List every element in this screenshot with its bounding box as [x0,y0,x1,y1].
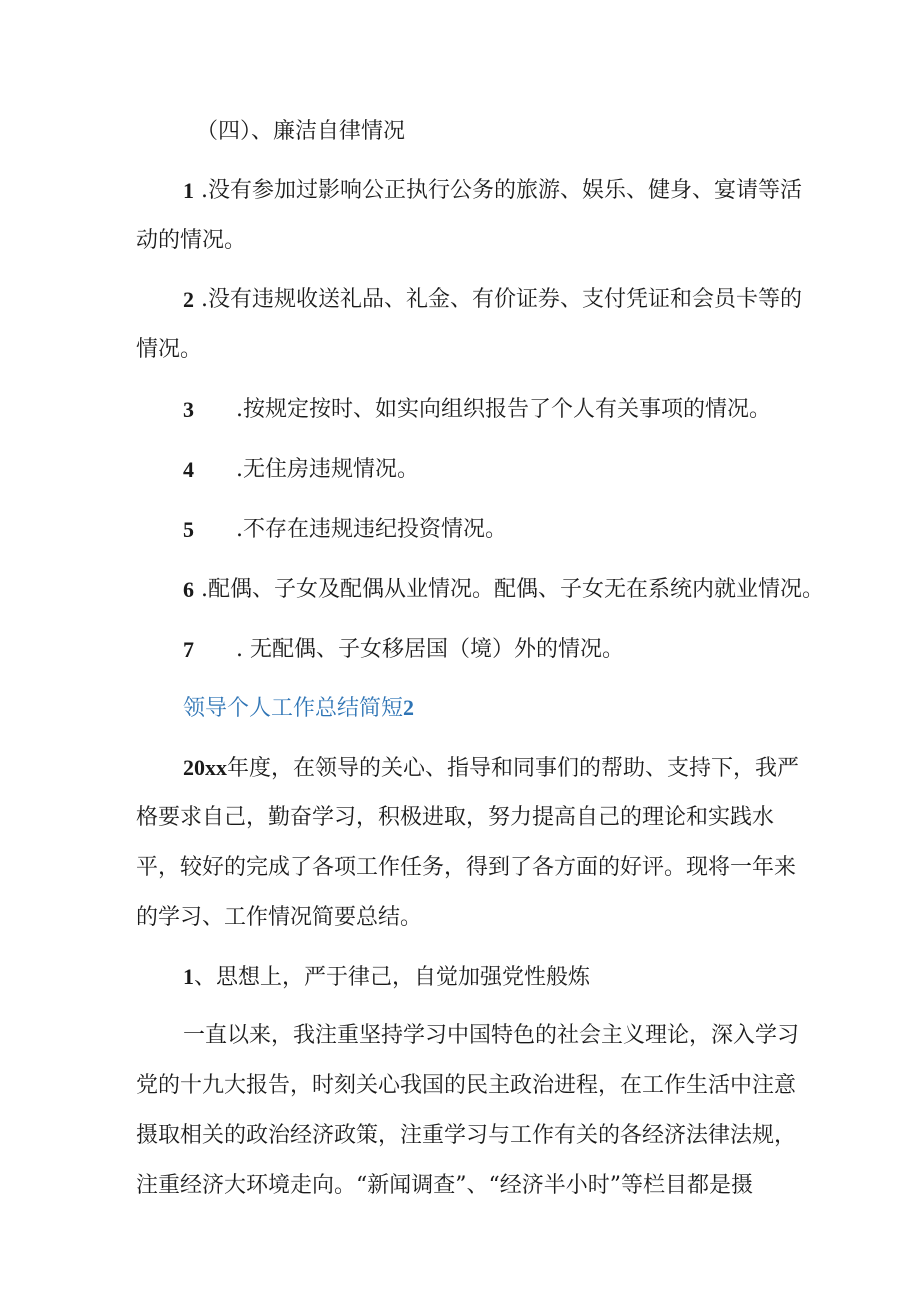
point-text: 、思想上，严于律己，自觉加强党性般炼 [194,965,591,990]
item-text-continuation: 情况。 [136,337,203,362]
paragraph-line: 注重经济大环境走向。“新闻调查”、“经济半小时”等栏目都是摄 [136,1173,753,1198]
item-text: .无住房违规情况。 [236,457,419,482]
item-text-continuation: 动的情况。 [136,228,247,253]
paragraph-line: 党的十九大报告，时刻关心我国的民主政治进程，在工作生活中注意 [136,1073,797,1098]
item-number: 5 [183,517,194,542]
paragraph-line: 格要求自己，勤奋学习，积极进取，努力提高自己的理论和实践水 [136,805,775,830]
item-number: 3 [183,397,194,422]
item-text: .按规定按时、如实向组织报告了个人有关事项的情况。 [236,397,771,422]
item-text: .没有参加过影响公正执行公务的旅游、娱乐、健身、宴请等活 [201,178,802,203]
section-title: （四）、廉洁自律情况 [196,119,406,144]
paragraph-line [183,753,799,784]
paragraph-line: 摄取相关的政治经济政策，注重学习与工作有关的各经济法律法规， [136,1123,797,1148]
item-text: .配偶、子女及配偶从业情况。配偶、子女无在系统内就业情况。 [201,577,824,602]
item-number: 7 [183,637,194,662]
article-heading-link[interactable] [183,693,414,724]
paragraph-line: 平，较好的完成了各项工作任务，得到了各方面的好评。现将一年来 [136,855,797,880]
paragraph-line: 一直以来，我注重坚持学习中国特色的社会主义理论，深入学习 [183,1023,800,1048]
point-heading [183,962,590,993]
article-heading-text: 领导个人工作总结简短 [183,696,404,721]
item-number: 2 [183,287,194,312]
item-text: .不存在违规违纪投资情况。 [236,517,507,542]
paragraph-line: 的学习、工作情况简要总结。 [136,905,423,930]
point-number: 1 [183,964,194,989]
year-label: 20xx [183,755,227,780]
item-number: 4 [183,457,194,482]
article-heading-number: 2 [403,695,415,720]
item-number: 1 [183,178,194,203]
paragraph-text: 年度，在领导的关心、指导和同事们的帮助、支持下，我严 [227,756,800,781]
item-text: . 无配偶、子女移居国（境）外的情况。 [236,637,624,662]
item-text: .没有违规收送礼品、礼金、有价证券、支付凭证和会员卡等的 [201,287,802,312]
item-number: 6 [183,577,194,602]
